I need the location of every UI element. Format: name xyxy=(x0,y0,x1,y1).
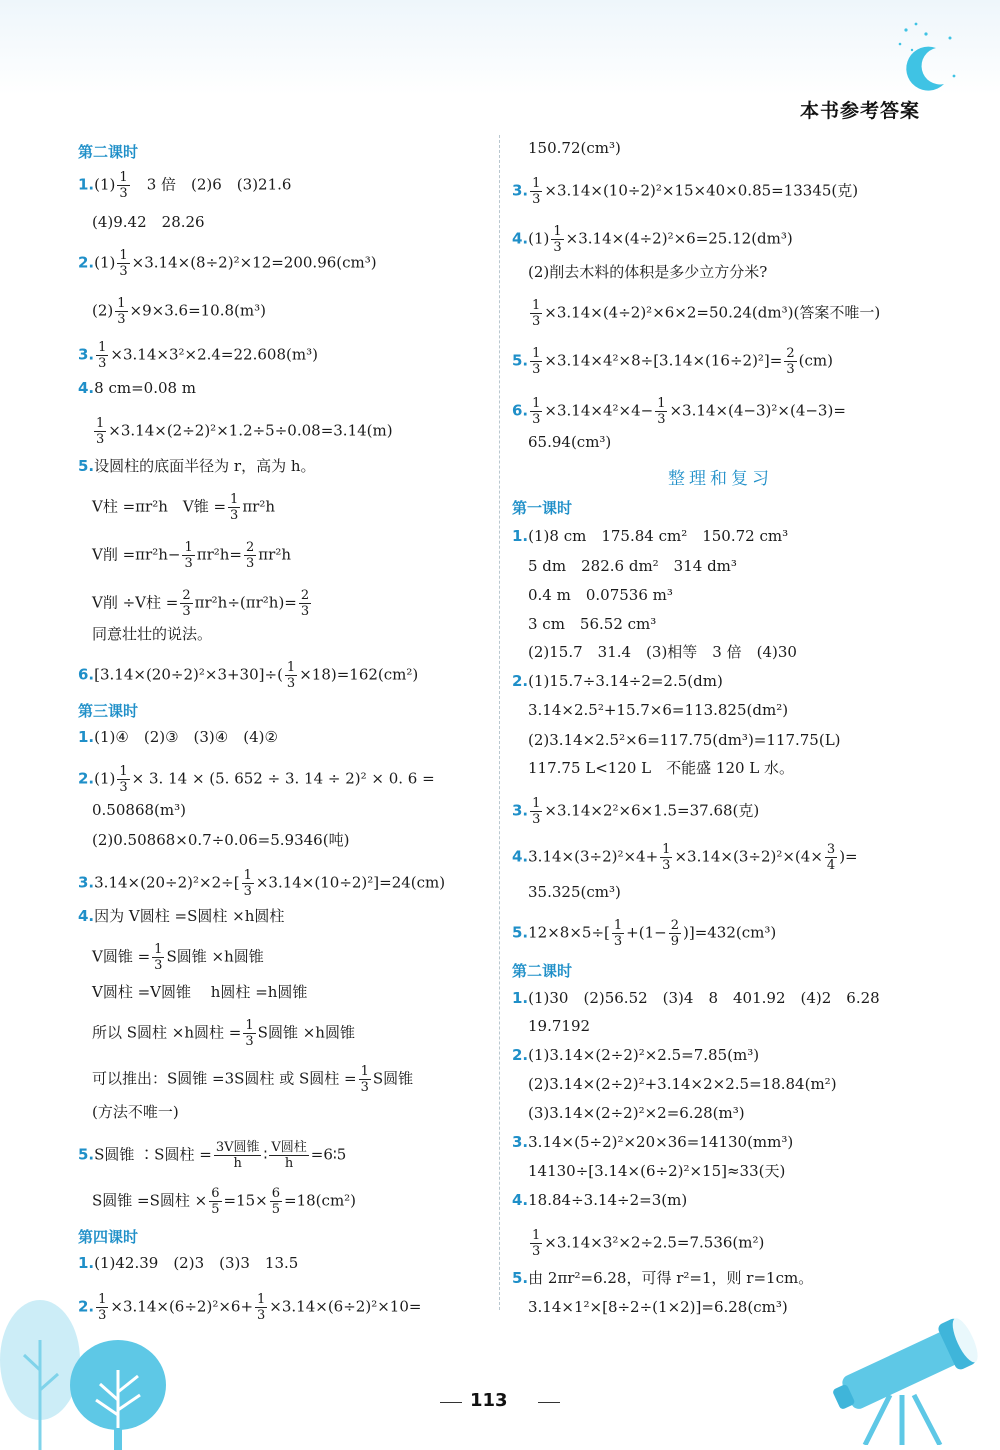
fraction: $\frac{\text{V圆柱}}{h}$ xyxy=(271,1140,307,1171)
r1-q1-line5: (2)15.7 31.4 (3)相等 3 倍 (4)30 xyxy=(528,643,797,661)
l2-q1-line2: (4)9.42 28.26 xyxy=(92,213,205,231)
fraction: $\frac{1}{3}$ xyxy=(257,1292,266,1323)
fraction: $\frac{1}{3}$ xyxy=(553,224,562,255)
r2-q4-line1: 4.18.84÷3.14÷2=3(m) xyxy=(512,1191,688,1209)
l3-q4-line6: (方法不唯一) xyxy=(92,1103,179,1121)
r2-q2-line1: 2.(1)3.14×(2÷2)²×2.5=7.85(m³) xyxy=(512,1046,760,1064)
l3-q4-line3: V圆柱 =V圆锥 h圆柱 =h圆锥 xyxy=(92,983,308,1001)
fraction: $\frac{6}{5}$ xyxy=(211,1186,220,1217)
l2-q5-line1: 5.设圆柱的底面半径为 r，高为 h。 xyxy=(78,457,316,475)
fraction: $\frac{2}{3}$ xyxy=(246,540,255,571)
r-cont-a: 150.72(cm³) xyxy=(528,139,621,157)
l2-q5-line4: V削 ÷V柱 = $\frac{2}{3}$ πr²h÷(πr²h)= $\frac{2}{3}$ xyxy=(92,588,310,619)
fraction: $\frac{1}{3}$ xyxy=(119,248,128,279)
r-q6-line2: 65.94(cm³) xyxy=(528,433,612,451)
footer-rule-right xyxy=(538,1402,560,1403)
l3-q5-line2: S圆锥 =S圆柱 × $\frac{6}{5}$ =15× $\frac{6}{5}$ =18(cm²) xyxy=(92,1186,357,1217)
column-divider xyxy=(499,135,500,1310)
r1-q2-line3: (2)3.14×2.5²×6=117.75(dm³)=117.75(L) xyxy=(528,731,841,749)
l2-q5-line5: 同意壮壮的说法。 xyxy=(92,625,213,643)
fraction: $\frac{1}{3}$ xyxy=(532,1228,541,1259)
l2-q2-line1: 2.(1) $\frac{1}{3}$ ×3.14×(8÷2)²×12=200.96(cm³) xyxy=(78,248,377,279)
fraction: $\frac{6}{5}$ xyxy=(271,1186,281,1217)
r1-q1-line1: 1.(1)8 cm 175.84 cm² 150.72 cm³ xyxy=(512,527,789,545)
fraction: $\frac{2}{3}$ xyxy=(182,588,191,619)
fraction: $\frac{1}{3}$ xyxy=(532,346,541,377)
review-lesson1-heading: 第一课时 xyxy=(512,499,573,517)
l3-q4-line2: V圆锥 = $\frac{1}{3}$ S圆锥 ×h圆锥 xyxy=(92,942,264,973)
review-lesson2-heading: 第二课时 xyxy=(512,962,573,980)
header-title: 本书参考答案 xyxy=(799,100,920,122)
l2-q4-line2: $\frac{1}{3}$ ×3.14×(2÷2)²×1.2÷5÷0.08=3.14(m) xyxy=(96,416,393,447)
telescope-illustration xyxy=(820,1305,990,1445)
r-q3: 3. $\frac{1}{3}$ ×3.14×(10÷2)²×15×40×0.85=13345(克) xyxy=(512,176,859,207)
fraction: $\frac{1}{3}$ xyxy=(360,1064,369,1095)
r1-q3: 3. $\frac{1}{3}$ ×3.14×2²×6×1.5=37.68(克) xyxy=(512,796,760,827)
r1-q4-line1: 4.3.14×(3÷2)²×4+ $\frac{1}{3}$ ×3.14×(3÷2)²×(4× $\frac{3}{4}$ )= xyxy=(512,842,858,873)
r2-q1-line1: 1.(1)30 (2)56.52 (3)4 8 401.92 (4)2 6.28 xyxy=(512,989,880,1007)
l3-q2-line2: 0.50868(m³) xyxy=(92,801,186,819)
l2-q6: 6.[3.14×(20÷2)²×3+30]÷( $\frac{1}{3}$ ×18)=162(cm²) xyxy=(78,660,419,691)
page-number: 113 xyxy=(470,1390,508,1411)
r1-q4-line2: 35.325(cm³) xyxy=(528,883,621,901)
fraction: $\frac{1}{3}$ xyxy=(532,176,541,207)
r2-q2-line3: (3)3.14×(2÷2)²×2=6.28(m³) xyxy=(528,1104,745,1122)
r2-q2-line2: (2)3.14×(2÷2)²+3.14×2×2.5=18.84(m²) xyxy=(528,1075,837,1093)
r1-q2-line2: 3.14×2.5²+15.7×6=113.825(dm²) xyxy=(528,701,789,719)
fraction: $\frac{1}{3}$ xyxy=(98,340,107,371)
l3-q2-line3: (2)0.50868×0.7÷0.06=5.9346(吨) xyxy=(92,831,350,849)
question-number: 1. xyxy=(78,175,95,194)
r-q4-line3: $\frac{1}{3}$ ×3.14×(4÷2)²×6×2=50.24(dm³)(答案不唯一) xyxy=(532,298,881,329)
review-section-title: 整理和复习 xyxy=(668,469,773,489)
fraction: $\frac{1}{3}$ xyxy=(184,540,193,571)
r2-q3-line1: 3.3.14×(5÷2)²×20×36=14130(mm³) xyxy=(512,1133,794,1151)
l3-q4-line1: 4.因为 V圆柱 =S圆柱 ×h圆柱 xyxy=(78,907,285,925)
fraction: $\frac{1}{3}$ xyxy=(117,296,126,327)
r1-q1-line2: 5 dm 282.6 dm² 314 dm³ xyxy=(528,557,737,575)
r1-q1-line3: 0.4 m 0.07536 m³ xyxy=(528,586,673,604)
r-q4-line2: (2)削去木料的体积是多少立方分米? xyxy=(528,263,768,281)
l2-q5-line3: V削 =πr²h− $\frac{1}{3}$ πr²h= $\frac{2}{3}$ πr²h xyxy=(92,540,291,571)
lesson3-heading: 第三课时 xyxy=(78,702,139,720)
fraction: $\frac{1}{3}$ xyxy=(154,942,163,973)
fraction: $\frac{1}{3}$ xyxy=(532,796,541,827)
fraction: $\frac{2}{9}$ xyxy=(670,918,679,949)
lesson2-heading: 第二课时 xyxy=(78,143,139,161)
page-top-tint xyxy=(0,0,1000,95)
r-q6-line1: 6. $\frac{1}{3}$ ×3.14×4²×4− $\frac{1}{3}$ ×3.14×(4−3)²×(4−3)= xyxy=(512,396,846,427)
fraction: $\frac{1}{3}$ xyxy=(662,842,671,873)
l2-q2-line2: (2) $\frac{1}{3}$ ×9×3.6=10.8(m³) xyxy=(92,296,266,327)
l3-q4-line5: 可以推出：S圆锥 =3S圆柱 或 S圆柱 = $\frac{1}{3}$ S圆锥 xyxy=(92,1064,414,1095)
footer-rule-left xyxy=(440,1402,462,1403)
r1-q1-line4: 3 cm 56.52 cm³ xyxy=(528,615,657,633)
fraction: $\frac{2}{3}$ xyxy=(300,588,310,619)
l3-q4-line4: 所以 S圆柱 ×h圆柱 = $\frac{1}{3}$ S圆锥 ×h圆锥 xyxy=(92,1018,355,1049)
fraction: $\frac{1}{3}$ xyxy=(286,660,296,691)
moon-stars-icon xyxy=(892,18,962,98)
l3-q1: 1.(1)④ (2)③ (3)④ (4)② xyxy=(78,728,278,746)
l2-q4-line1: 4.8 cm=0.08 m xyxy=(78,379,197,397)
r2-q4-line2: $\frac{1}{3}$ ×3.14×3²×2÷2.5=7.536(m²) xyxy=(532,1228,765,1259)
r-q5: 5. $\frac{1}{3}$ ×3.14×4²×8÷[3.14×(16÷2)²]= $\frac{2}{3}$ (cm) xyxy=(512,346,833,377)
r1-q2-line4: 117.75 L<120 L 不能盛 120 L 水。 xyxy=(528,759,795,777)
fraction: $\frac{1}{3}$ xyxy=(245,1018,254,1049)
l3-q5-line1: 5.S圆锥 ∶S圆柱 = $\frac{\text{3V圆锥}}{h}$ ∶ $\frac{\text{V圆柱}}{h}$ =6∶5 xyxy=(78,1140,347,1171)
l4-q2: 2. $\frac{1}{3}$ ×3.14×(6÷2)²×6+ $\frac{1}{3}$ ×3.14×(6÷2)²×10= xyxy=(78,1292,422,1323)
fraction: $\frac{\text{3V圆锥}}{h}$ xyxy=(215,1140,260,1171)
l3-q2-line1: 2.(1) $\frac{1}{3}$ × 3. 14 × (5. 652 ÷ 3. 14 ÷ 2)² × 0. 6 = xyxy=(78,764,435,795)
r2-q1-line2: 19.7192 xyxy=(528,1017,591,1035)
fraction: $\frac{1}{3}$ xyxy=(119,170,128,201)
r2-q5-line2: 3.14×1²×[8÷2÷(1×2)]=6.28(cm³) xyxy=(528,1298,788,1316)
tree-illustration xyxy=(0,1300,170,1450)
r-q4-line1: 4.(1) $\frac{1}{3}$ ×3.14×(4÷2)²×6=25.12(dm³) xyxy=(512,224,793,255)
fraction: $\frac{2}{3}$ xyxy=(786,346,795,377)
fraction: $\frac{1}{3}$ xyxy=(657,396,666,427)
l2-q3: 3. $\frac{1}{3}$ ×3.14×3²×2.4=22.608(m³) xyxy=(78,340,318,371)
fraction: $\frac{1}{3}$ xyxy=(96,416,105,447)
fraction: $\frac{1}{3}$ xyxy=(119,764,128,795)
l2-q1-line1: 1.(1) $\frac{1}{3}$ 3 倍 (2)6 (3)21.6 xyxy=(78,170,292,201)
fraction: $\frac{1}{3}$ xyxy=(532,298,541,329)
fraction: $\frac{1}{3}$ xyxy=(532,396,541,427)
l4-q1: 1.(1)42.39 (2)3 (3)3 13.5 xyxy=(78,1254,299,1272)
l2-q5-line2: V柱 =πr²h V锥 = $\frac{1}{3}$ πr²h xyxy=(92,492,276,523)
r2-q3-line2: 14130÷[3.14×(6÷2)²×15]≈33(天) xyxy=(528,1162,786,1180)
fraction: $\frac{1}{3}$ xyxy=(98,1292,107,1323)
r1-q2-line1: 2.(1)15.7÷3.14÷2=2.5(dm) xyxy=(512,672,723,690)
r1-q5: 5.12×8×5÷[ $\frac{1}{3}$ +(1− $\frac{2}{9}$ )]=432(cm³) xyxy=(512,918,777,949)
l3-q3: 3.3.14×(20÷2)²×2÷[ $\frac{1}{3}$ ×3.14×(10÷2)²]=24(cm) xyxy=(78,868,446,899)
lesson4-heading: 第四课时 xyxy=(78,1228,139,1246)
fraction: $\frac{1}{3}$ xyxy=(243,868,252,899)
fraction: $\frac{1}{3}$ xyxy=(230,492,239,523)
fraction: $\frac{3}{4}$ xyxy=(826,842,836,873)
fraction: $\frac{1}{3}$ xyxy=(613,918,623,949)
r2-q5-line1: 5.由 2πr²=6.28，可得 r²=1，则 r=1cm。 xyxy=(512,1269,814,1287)
